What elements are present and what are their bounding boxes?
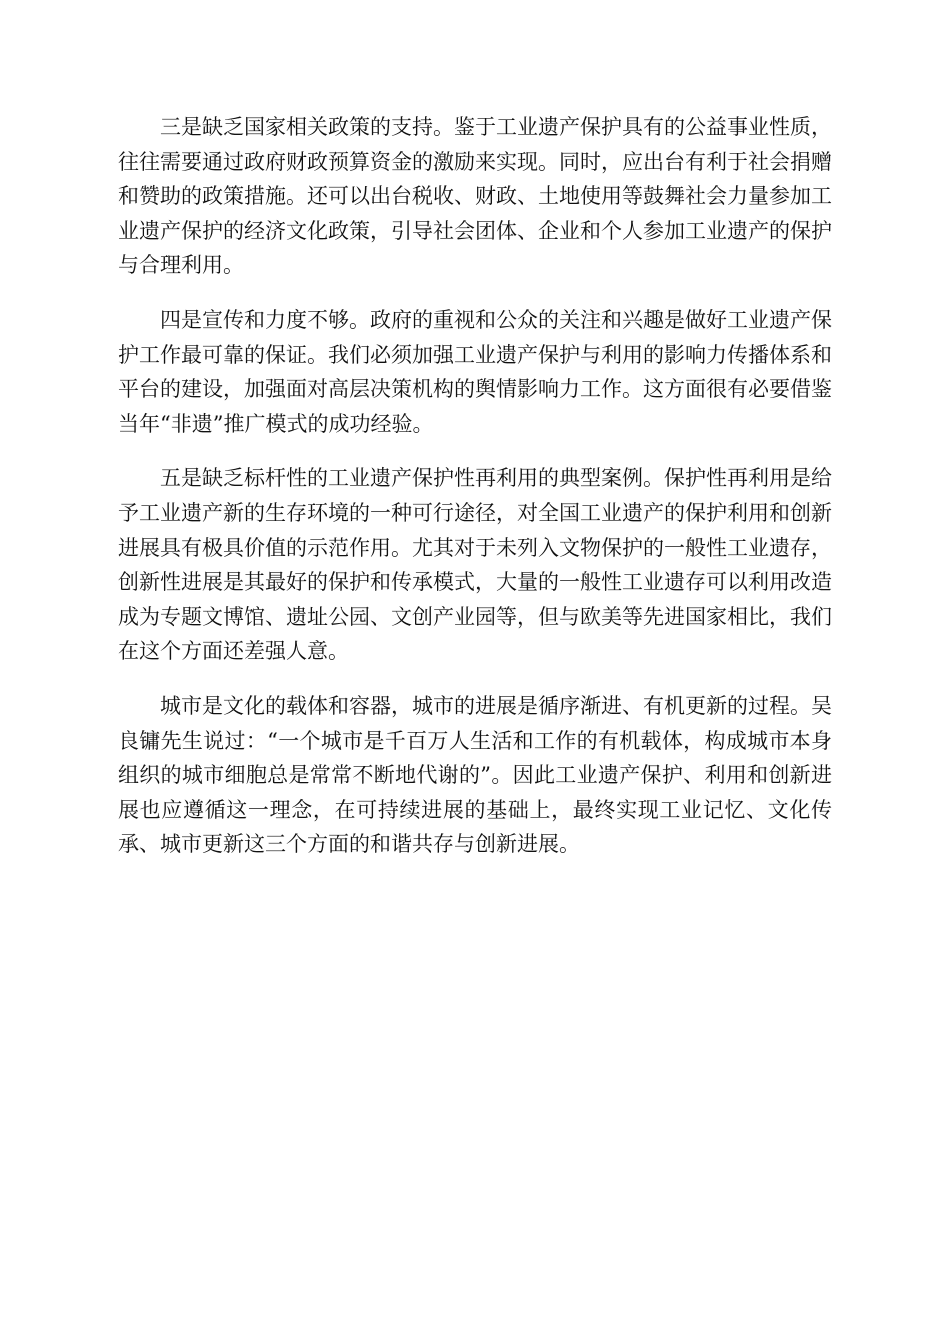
document-body (118, 110, 832, 882)
paragraph-conclusion: 城市是文化的载体和容器，城市的进展是循序渐进、有机更新的过程。吴良镛先生说过：“一个城市是千百万人生活和工作的有机载体，构成城市本身组织的城市细胞总是常常不断地代谢的”。因此工业遗产保护、利用和创新进展也应遵循这一理念，在可持续进展的基础上，最终实现工业记忆、文化传承、城市更新这三个方面的和谐共存与创新进展。 (118, 693, 832, 857)
paragraph-policy-support: 三是缺乏国家相关政策的支持。鉴于工业遗产保护具有的公益事业性质，往往需要通过政府财政预算资金的激励来实现。同时，应出台有利于社会捐赠和赞助的政策措施。还可以出台税收、财政、土地使用等鼓舞社会力量参加工业遗产保护的经济文化政策，引导社会团体、企业和个人参加工业遗产的保护与合理利用。 (118, 115, 832, 278)
paragraph-case-studies: 五是缺乏标杆性的工业遗产保护性再利用的典型案例。保护性再利用是给予工业遗产新的生存环境的一种可行途径，对全国工业遗产的保护利用和创新进展具有极具价值的示范作用。尤其对于未列入文物保护的一般性工业遗存，创新性进展是其最好的保护和传承模式，大量的一般性工业遗存可以利用改造成为专题文博馆、遗址公园、文创产业园等，但与欧美等先进国家相比，我们在这个方面还差强人意。 (118, 466, 832, 664)
paragraph-publicity: 四是宣传和力度不够。政府的重视和公众的关注和兴趣是做好工业遗产保护工作最可靠的保证。我们必须加强工业遗产保护与利用的影响力传播体系和平台的建设，加强面对高层决策机构的舆情影响力工作。这方面很有必要借鉴当年“非遗”推广模式的成功经验。 (118, 307, 832, 436)
